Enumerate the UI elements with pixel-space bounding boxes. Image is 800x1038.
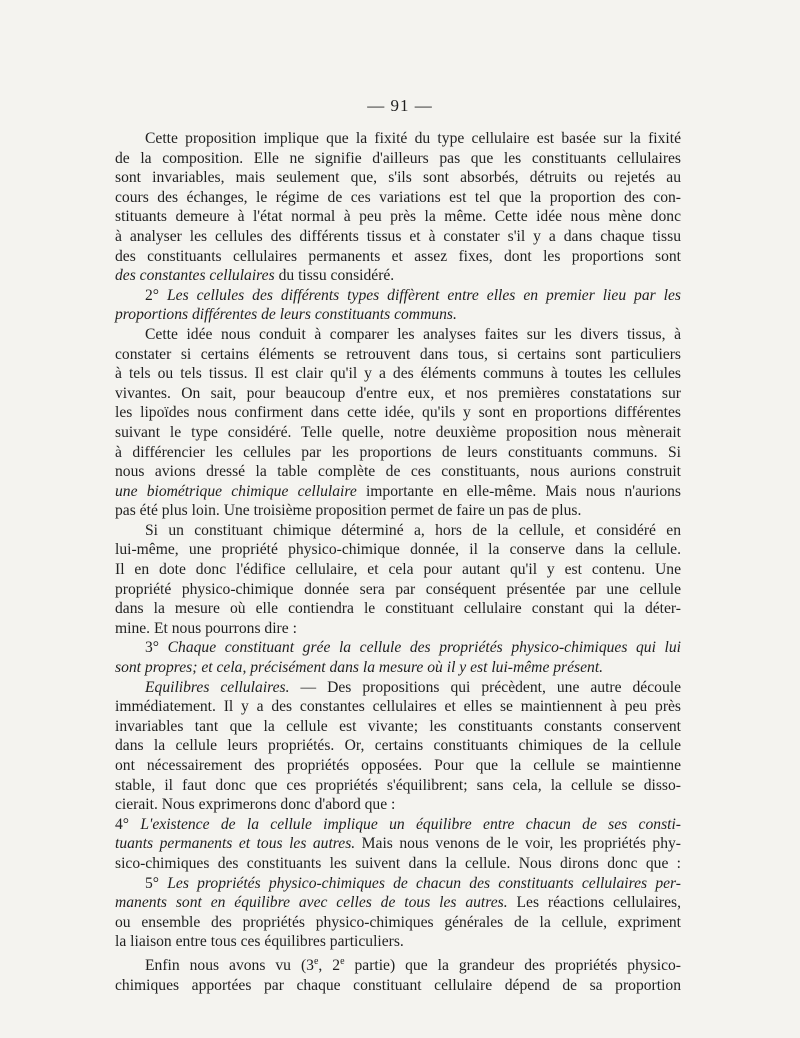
text-line: des constituants cellulaires permanents et assez fixes, dont les proportions sont [115,247,681,265]
text-line: cours des échanges, le régime de ces variations est tel que la proportion des con- [115,188,681,206]
text-line: lui-même, une propriété physico-chimique donnée, il la conserve dans la cellule. [115,541,681,559]
text-line: 5° Les propriétés physico-chimiques de chacun des constituants cellulaires per- [145,874,681,892]
text-line: Il en dote donc l'édifice cellulaire, et cela pour autant qu'il y est contenu. Une [115,561,681,579]
text-line: immédiatement. Il y a des constantes cellulaires et elles se maintiennent à peu près [115,698,681,716]
text-line: manents sont en équilibre avec celles de tous les autres. Les réactions cellulaires, [115,894,682,912]
text-line: une biométrique chimique cellulaire importante en elle-même. Mais nous n'aurions [115,482,681,500]
text-line: les lipoïdes nous confirment dans cette idée, qu'ils y sont en proportions différentes [115,404,681,422]
text-line: à analyser les cellules des différents tissus et à constater s'il y a dans chaque tissu [115,227,681,245]
text-line: cierait. Nous exprimerons donc d'abord que : [115,796,396,814]
text-line: tuants permanents et tous les autres. Mais nous venons de le voir, les propriétés phy- [115,835,681,853]
text-line: ou ensemble des propriétés physico-chimiques générales de la cellule, expriment [115,913,681,931]
page-number: — 91 — [367,96,433,115]
text-line: pas été plus loin. Une troisième proposition permet de faire un pas de plus. [115,502,582,520]
body-text [115,129,681,995]
text-line: proportions différentes de leurs constituants communs. [115,306,457,324]
text-line: Si un constituant chimique déterminé a, hors de la cellule, et considéré en [145,521,681,539]
text-line: à différencier les cellules par les proportions de leurs constituants communs. Si [115,443,681,461]
text-line: propriété physico-chimique donnée sera par conséquent présentée par une cellule [115,580,681,598]
text-line: dans la mesure où elle contiendra le constituant cellulaire constant qui la déter- [115,600,681,618]
text-line: dans la cellule leurs propriétés. Or, certains constituants chimiques de la cellule [115,737,681,755]
text-line: vivantes. On sait, pour beaucoup d'entre eux, et nos premières constatations sur [115,384,681,402]
text-line: à tels ou tels tissus. Il est clair qu'il y a des éléments communs à toutes les cellules [115,365,681,383]
text-line: 3° Chaque constituant grée la cellule des propriétés physico-chimiques qui lui [145,639,681,657]
text-line: stable, il faut donc que ces propriétés s'équilibrent; sans cela, la cellule se disso- [115,776,681,794]
text-line: 4° L'existence de la cellule implique un équilibre entre chacun de ses consti- [115,815,681,833]
text-line: de la composition. Elle ne signifie d'ailleurs pas que les constituants cellulaires [115,149,681,167]
text-line: des constantes cellulaires du tissu considéré. [115,267,395,285]
text-line: sont invariables, mais seulement que, s'ils sont absorbés, détruits ou rejetés au [115,169,681,187]
text-line: Cette proposition implique que la fixité du type cellulaire est basée sur la fixité [145,130,681,147]
text-line: 2° Les cellules des différents types diffèrent entre elles en premier lieu par les [145,286,681,304]
text-line: la liaison entre tous ces équilibres particuliers. [115,933,404,951]
text-line: constater si certains éléments se retrouvent dans tous, si certains sont particuliers [115,345,681,363]
text-line: mine. Et nous pourrons dire : [115,619,297,637]
text-line: sico-chimiques des constituants les suivent dans la cellule. Nous dirons donc que : [115,854,681,872]
text-line: ont nécessairement des propriétés opposées. Pour que la cellule se maintienne [115,757,681,774]
text-line: Enfin nous avons vu (3e, 2e partie) que la grandeur des propriétés physico- [145,955,681,975]
text-line: suivant le type considéré. Telle quelle, notre deuxième proposition nous mènerait [115,423,681,441]
text-line: invariables tant que la cellule est vivante; les constituants constants conservent [115,717,681,735]
text-line: stituants demeure à l'état normal à peu près la même. Cette idée nous mène donc [115,208,681,226]
text-line: Equilibres cellulaires. — Des propositions qui précèdent, une autre découle [145,678,681,696]
text-line: chimiques apportées par chaque constituant cellulaire dépend de sa proportion [115,976,681,994]
text-line: nous avions dressé la table complète de ces constituants, nous aurions construit [115,463,681,481]
text-line: Cette idée nous conduit à comparer les analyses faites sur les divers tissus, à [145,325,681,343]
text-line: sont propres; et cela, précisément dans la mesure où il y est lui-même présent. [115,659,604,677]
